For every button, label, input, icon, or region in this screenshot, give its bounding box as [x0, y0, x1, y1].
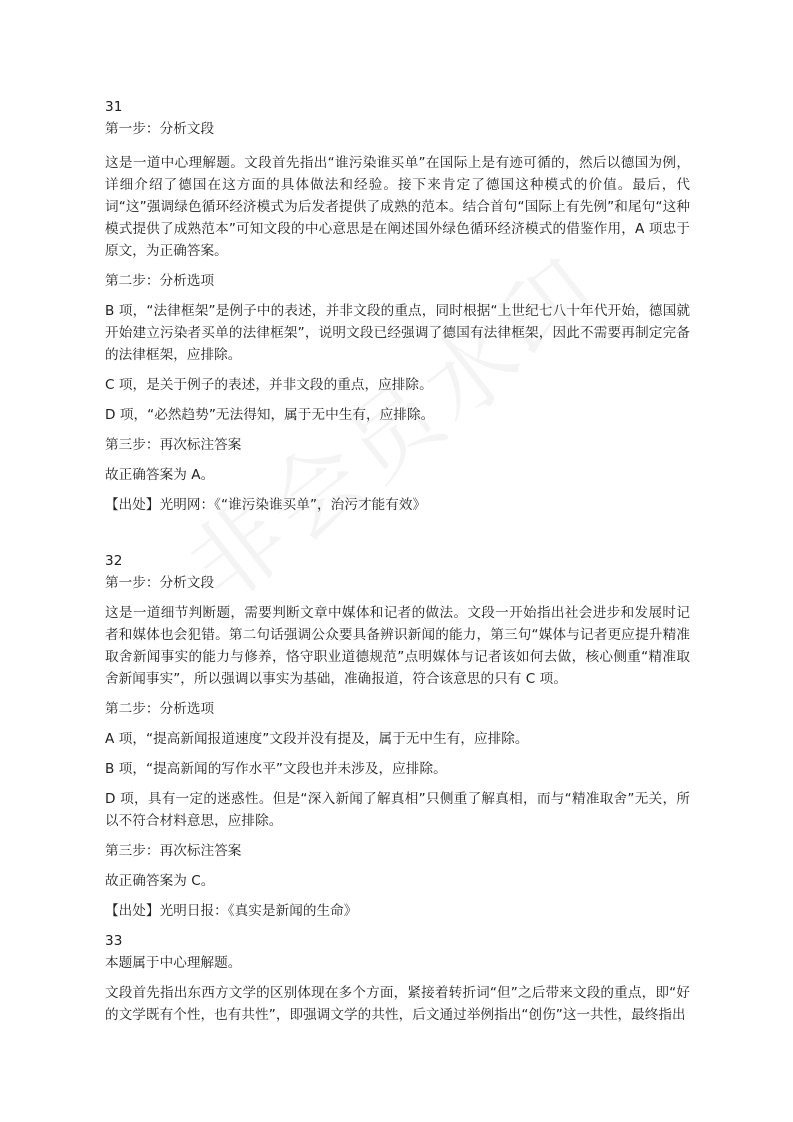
source-line: 【出处】光明日报：《真实是新闻的生命》 — [105, 903, 358, 919]
step-heading: 第二步：分析选项 — [105, 273, 215, 289]
option-d-analysis: D 项，具有一定的迷惑性。但是“深入新闻了解真相”只侧重了解真相，而与“精准取舍”无关，所以不符合材料意思，应排除。 — [105, 791, 690, 829]
analysis-paragraph: 这是一道中心理解题。文段首先指出“谁污染谁买单”在国际上是有迹可循的，然后以德国为例，详细介绍了德国在这方面的具体做法和经验。接下来肯定了德国这种模式的价值。最后，代词“这”强调绿色循环经济模式为后发者提供了成熟的范本。结合首句“国际上有先例”和尾句“这种模式提供了成熟范本”可知文段的中心意思是在阐述国外绿色循环经济模式的借鉴作用，A 项忠于原文，为正确答案。 — [105, 155, 690, 259]
question-33 — [105, 930, 690, 1026]
step-heading: 第一步：分析文段 — [105, 575, 215, 591]
option-b-analysis: B 项，“法律框架”是例子中的表述，并非文段的重点，同时根据“上世纪七八十年代开始，德国就开始建立污染者买单的法律框架”，说明文段已经强调了德国有法律框架，因此不需要再制定完备的法律框架，应排除。 — [105, 303, 690, 363]
question-number: 33 — [105, 933, 123, 949]
step-heading: 第三步：再次标注答案 — [105, 437, 242, 453]
source-line: 【出处】光明网：《“谁污染谁买单”，治污才能有效》 — [105, 497, 427, 513]
option-d-analysis: D 项，“必然趋势”无法得知，属于无中生有，应排除。 — [105, 407, 435, 423]
question-31 — [105, 96, 690, 516]
question-number: 32 — [105, 553, 123, 569]
step-heading: 第二步：分析选项 — [105, 701, 215, 717]
answer-line: 故正确答案为 A。 — [105, 467, 215, 483]
step-heading: 第一步：分析文段 — [105, 121, 215, 137]
step-heading: 第三步：再次标注答案 — [105, 843, 242, 859]
option-a-analysis: A 项，“提高新闻报道速度”文段并没有提及，属于无中生有，应排除。 — [105, 731, 529, 747]
question-intro: 本题属于中心理解题。 — [105, 955, 242, 971]
answer-line: 故正确答案为 C。 — [105, 873, 215, 889]
document-content — [105, 96, 690, 1026]
analysis-paragraph: 文段首先指出东西方文学的区别体现在多个方面，紧接着转折词“但”之后带来文段的重点，即“好的文学既有个性，也有共性”，即强调文学的共性，后文通过举例指出“创伤”这一共性，最终指出 — [105, 985, 690, 1023]
option-b-analysis: B 项，“提高新闻的写作水平”文段也并未涉及，应排除。 — [105, 761, 447, 777]
question-number: 31 — [105, 99, 123, 115]
question-32 — [105, 550, 690, 922]
analysis-paragraph: 这是一道细节判断题，需要判断文章中媒体和记者的做法。文段一开始指出社会进步和发展时记者和媒体也会犯错。第二句话强调公众要具备辨识新闻的能力，第三句“媒体与记者更应提升精准取舍新闻事实的能力与修养，恪守职业道德规范”点明媒体与记者该如何去做，核心侧重“精准取舍新闻事实”，所以强调以事实为基础，准确报道，符合该意思的只有 C 项。 — [105, 605, 690, 687]
option-c-analysis: C 项，是关于例子的表述，并非文段的重点，应排除。 — [105, 377, 433, 393]
